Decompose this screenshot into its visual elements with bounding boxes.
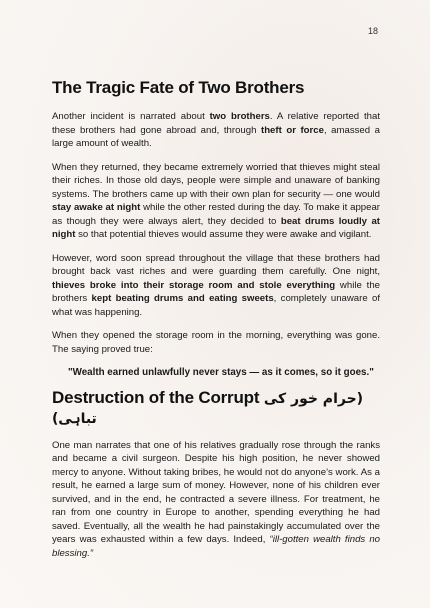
text-run: However, word soon spread throughout the village that these brothers had brought back vast riches and were guarding them carefully. One night, bbox=[52, 252, 380, 277]
paragraph-corrupt-surgeon bbox=[52, 439, 380, 561]
page-number: 18 bbox=[367, 26, 378, 36]
page-content bbox=[52, 78, 380, 570]
bold-run: kept beating drums and eating sweets bbox=[91, 293, 274, 304]
bold-run: two brothers bbox=[209, 111, 270, 122]
text-run: , amassed a large amount of wealth. bbox=[52, 124, 380, 149]
saying-quote: "Wealth earned unlawfully never stays — as it comes, so it goes." bbox=[68, 367, 374, 378]
paragraph-brothers-plan bbox=[52, 161, 380, 242]
text-run: Another incident is narrated about bbox=[52, 111, 210, 122]
bold-run: thieves broke into their storage room and stole everything bbox=[52, 279, 336, 291]
bold-run: theft or force bbox=[261, 124, 324, 136]
title-urdu: (حرام خور کی تباہی) bbox=[52, 390, 363, 427]
bold-run: beat drums loudly at night bbox=[52, 215, 380, 240]
paragraph-brothers-morning: When they opened the storage room in the morning, everything was gone. The saying proved true: bbox=[52, 330, 380, 355]
text-run: When they returned, they became extremely worried that thieves might steal their riches. In those old days, people were simple and unaware of banking systems. The brothers came up with their own plan for security — one would bbox=[52, 161, 380, 200]
paragraph-brothers-intro bbox=[52, 110, 380, 151]
text-run: . A relative reported that these brothers had gone abroad and, through bbox=[52, 111, 380, 136]
section-title-brothers: The Tragic Fate of Two Brothers bbox=[52, 78, 305, 97]
paragraph-brothers-theft bbox=[52, 252, 380, 320]
text-run: while the other rested during the day. To make it appear as though they were always alert, they decided to bbox=[52, 202, 380, 227]
text-run: so that potential thieves would assume they were awake and vigilant. bbox=[75, 229, 372, 240]
text-run: while the brothers bbox=[52, 279, 380, 304]
bold-run: stay awake at night bbox=[52, 202, 141, 213]
text-run: One man narrates that one of his relatives gradually rose through the ranks and became a civil surgeon. Despite his high position, he never showed mercy to anyone. Without taking bribes, he would not do anyone’s work. As a result, he earned a large sum of money. However, none of his children ever survived, and in the end, he contracted a severe illness. For treatment, he ran from one country in Europe to another, spending everything he had saved. Eventually, all the wealth he had painstakingly accumulated over the years was exhausted within a few days. Indeed, bbox=[52, 439, 380, 545]
text-run: , completely unaware of what was happening. bbox=[52, 293, 380, 318]
italic-run: “ill-gotten wealth finds no blessing.” bbox=[52, 534, 380, 559]
section-title-corrupt bbox=[52, 388, 380, 428]
title-english: Destruction of the Corrupt bbox=[52, 387, 260, 407]
